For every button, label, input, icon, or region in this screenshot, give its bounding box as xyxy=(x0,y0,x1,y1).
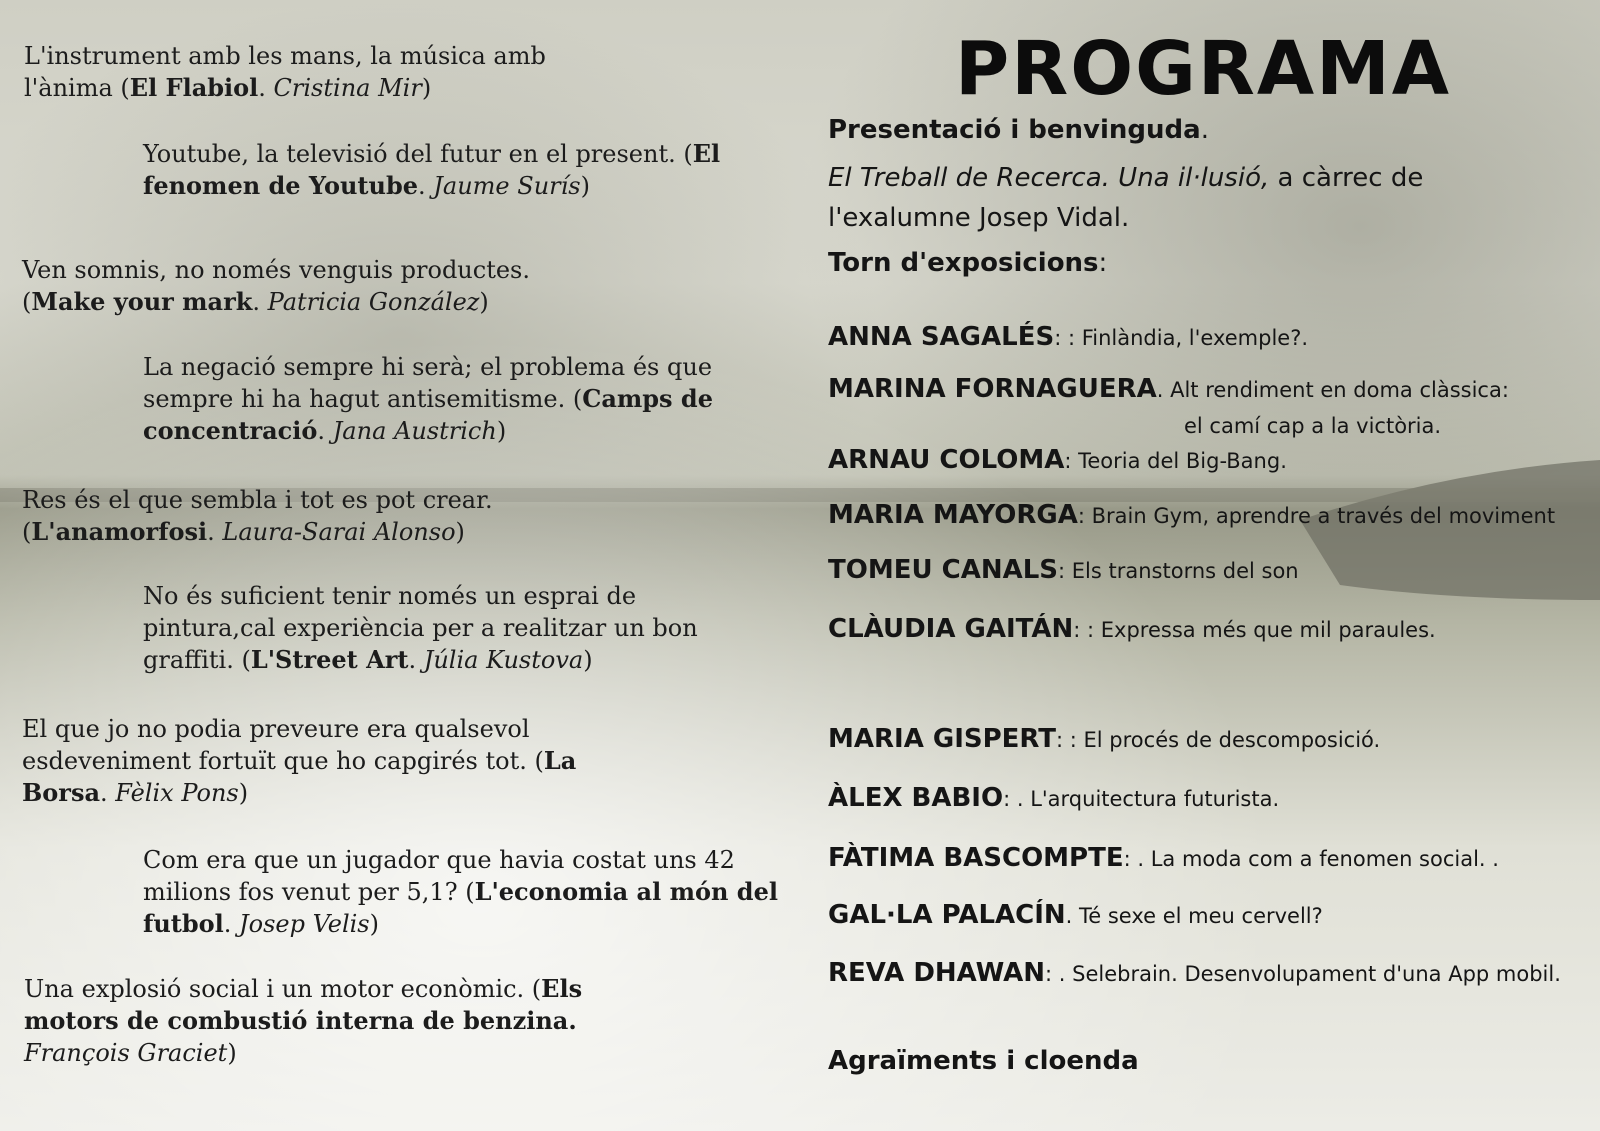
exhibition-topic-continuation: el camí cap a la victòria. xyxy=(1184,414,1442,438)
quote-item: La negació sempre hi serà; el problema és que sempre hi ha hagut antisemitisme. (Camps de concentració. Jana Austrich) xyxy=(143,353,713,445)
exhibition-item: MARINA FORNAGUERA. Alt rendiment en doma clàssica: xyxy=(828,374,1509,404)
program-column xyxy=(828,0,1600,1131)
welcome-line: Presentació i benvinguda. xyxy=(828,115,1209,145)
quote-item: Res és el que sembla i tot es pot crear. (L'anamorfosi. Laura-Sarai Alonso) xyxy=(22,486,493,546)
exhibition-item: GAL·LA PALACÍN. Té sexe el meu cervell? xyxy=(828,900,1323,930)
quote-item: Ven somnis, no només venguis productes. (Make your mark. Patricia González) xyxy=(22,256,530,316)
exhibition-item: MARIA GISPERT: : El procés de descomposició. xyxy=(828,724,1381,754)
guest-talk: El Treball de Recerca. Una il·lusió, a càrrec de xyxy=(828,163,1424,193)
closing-line: Agraïments i cloenda xyxy=(828,1046,1139,1076)
quote-item: Una explosió social i un motor econòmic. (Els motors de combustió interna de benzina. François Graciet) xyxy=(24,974,583,1067)
quote-item: El que jo no podia preveure era qualsevol esdeveniment fortuït que ho capgirés tot. (La Borsa. Fèlix Pons) xyxy=(22,715,577,807)
quote-item: Youtube, la televisió del futur en el present. (El fenomen de Youtube. Jaume Surís) xyxy=(143,139,721,200)
exhibition-item: TOMEU CANALS: Els transtorns del son xyxy=(828,555,1299,585)
quote-item: Com era que un jugador que havia costat uns 42 milions fos venut per 5,1? (L'economia al món del futbol. Josep Velis) xyxy=(143,846,778,938)
program-title: PROGRAMA xyxy=(955,26,1452,112)
quote-item: L'instrument amb les mans, la música amb l'ànima (El Flabiol. Cristina Mir) xyxy=(24,42,546,102)
exhibitions-heading: Torn d'exposicions: xyxy=(828,248,1108,278)
exhibition-item: FÀTIMA BASCOMPTE: . La moda com a fenomen social. . xyxy=(828,843,1499,873)
guest-talk-speaker: l'exalumne Josep Vidal. xyxy=(828,203,1130,233)
quote-item: No és suficient tenir només un esprai de pintura,cal experiència per a realitzar un bon graffiti. (L'Street Art. Júlia Kustova) xyxy=(143,582,698,674)
exhibition-item: ANNA SAGALÉS: : Finlàndia, l'exemple?. xyxy=(828,322,1309,352)
exhibition-item: ARNAU COLOMA: Teoria del Big-Bang. xyxy=(828,445,1287,475)
exhibition-item: REVA DHAWAN: . Selebrain. Desenvolupament d'una App mobil. xyxy=(828,958,1561,988)
exhibition-item: ÀLEX BABIO: . L'arquitectura futurista. xyxy=(828,783,1280,813)
exhibition-item: MARIA MAYORGA: Brain Gym, aprendre a través del moviment xyxy=(828,500,1556,530)
exhibition-item: CLÀUDIA GAITÁN: : Expressa més que mil paraules. xyxy=(828,614,1436,644)
